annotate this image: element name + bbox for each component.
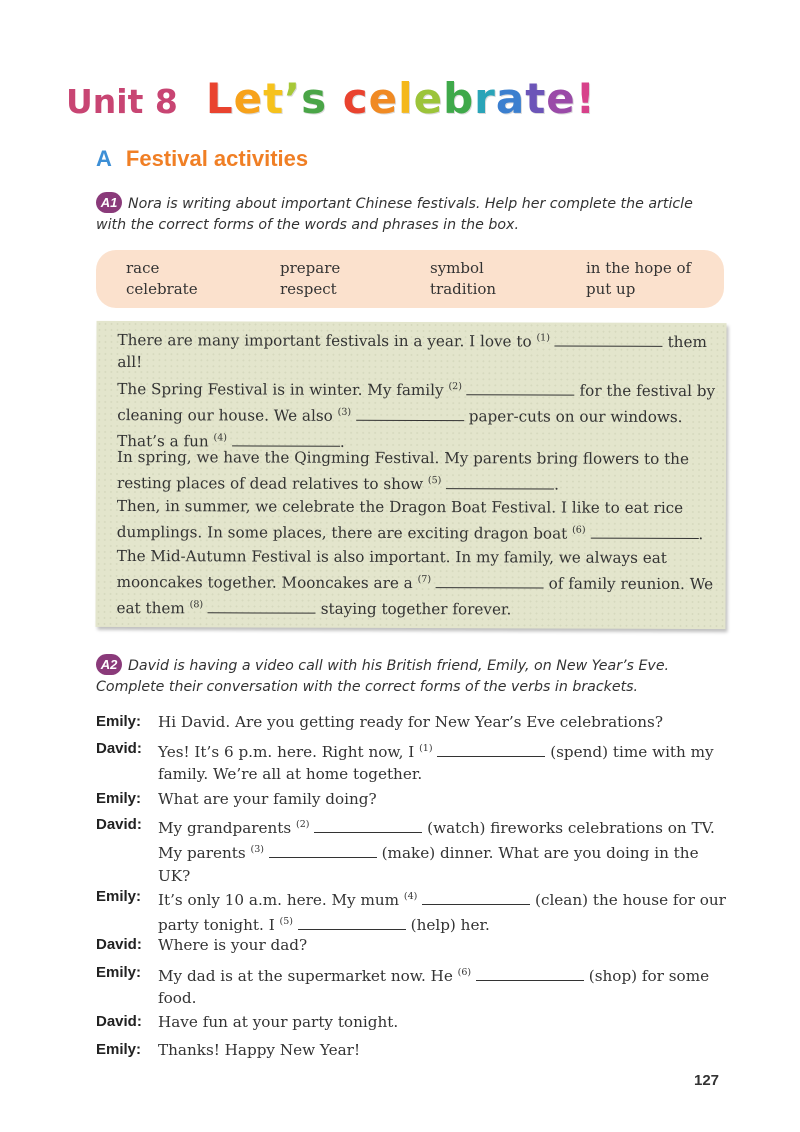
text-fragment: (help) her. <box>405 916 490 935</box>
answer-blank[interactable] <box>446 476 554 489</box>
utterance <box>158 1011 728 1033</box>
text-fragment: (shop) for some food. <box>158 967 710 1008</box>
speaker-label: David: <box>96 936 142 953</box>
text-fragment: There are many important festivals in a year. I love to <box>117 331 537 351</box>
text-fragment: . <box>698 524 704 543</box>
blank-number: (8) <box>189 598 204 610</box>
blank-number: (6) <box>572 524 586 536</box>
blank-number: (7) <box>417 573 432 585</box>
utterance <box>158 886 728 937</box>
blank-number: (6) <box>457 967 472 978</box>
answer-blank[interactable] <box>298 917 406 930</box>
utterance <box>158 1039 728 1061</box>
text-fragment: In spring, we have the Qingming Festival. My parents bring flowers to the resting places of dead relatives to show <box>116 447 689 493</box>
blank-number: (5) <box>427 474 442 486</box>
blank-number: (3) <box>337 406 352 418</box>
title-letter <box>327 74 343 123</box>
answer-blank[interactable] <box>269 845 377 858</box>
title-letter: ! <box>575 74 596 123</box>
title-letter: t <box>525 74 547 123</box>
word-item: race <box>126 259 160 277</box>
text-fragment: paper-cuts on our windows. That’s a fun <box>117 407 683 451</box>
title-letter: e <box>368 74 399 123</box>
speaker-label: Emily: <box>96 1041 142 1058</box>
word-item: put up <box>586 280 636 298</box>
article-paragraph <box>117 447 715 497</box>
speaker-label: David: <box>96 816 142 833</box>
speaker-label: David: <box>96 1013 142 1030</box>
text-fragment: Where is your dad? <box>158 936 308 954</box>
text-fragment: Have fun at your party tonight. <box>158 1013 399 1031</box>
page-number: 127 <box>694 1072 720 1089</box>
title-letter: t <box>263 74 285 123</box>
answer-blank[interactable] <box>436 575 544 588</box>
article-paragraph <box>116 546 714 622</box>
text-fragment: The Spring Festival is in winter. My family <box>117 380 449 400</box>
article-paragraph <box>117 375 715 455</box>
text-fragment: . <box>554 475 560 494</box>
article-card <box>95 321 726 629</box>
utterance <box>158 962 728 1009</box>
answer-blank[interactable] <box>208 600 316 613</box>
utterance <box>158 814 728 887</box>
a1-instruction-text: Nora is writing about important Chinese festivals. Help her complete the article with the correct forms of the words and phrases in the box. <box>96 196 693 233</box>
answer-blank[interactable] <box>314 820 422 833</box>
a2-instruction <box>96 654 726 698</box>
answer-blank[interactable] <box>232 433 340 446</box>
title-letter: b <box>443 74 475 123</box>
utterance <box>158 788 728 810</box>
blank-number: (1) <box>536 332 550 344</box>
text-fragment: Hi David. Are you getting ready for New Year’s Eve celebrations? <box>158 713 663 731</box>
blank-number: (4) <box>403 891 418 902</box>
word-item: tradition <box>430 280 497 298</box>
blank-number: (3) <box>250 844 264 856</box>
speaker-label: Emily: <box>96 888 142 905</box>
text-fragment: Then, in summer, we celebrate the Dragon Boat Festival. I like to eat rice dumplings. In some places, there are exciting dragon boat <box>116 496 684 543</box>
utterance <box>158 934 728 956</box>
a1-instruction <box>96 192 726 236</box>
text-fragment: Yes! It’s 6 p.m. here. Right now, I <box>158 743 420 762</box>
blank-number: (4) <box>213 432 228 444</box>
word-box <box>96 250 724 308</box>
a2-instruction-text: David is having a video call with his British friend, Emily, on New Year’s Eve. Complete their conversation with the correct forms of the verbs in brackets. <box>96 658 670 695</box>
a1-badge: A1 <box>96 192 122 213</box>
answer-blank[interactable] <box>467 382 575 395</box>
blank-number: (5) <box>279 916 293 928</box>
speaker-label: David: <box>96 740 142 757</box>
blank-number: (2) <box>448 381 462 393</box>
title-letter: a <box>495 74 526 123</box>
title-letter: s <box>301 74 328 123</box>
section-title: Festival activities <box>125 146 309 171</box>
answer-blank[interactable] <box>422 892 530 905</box>
unit-label: Unit 8 <box>66 82 178 121</box>
answer-blank[interactable] <box>437 744 545 757</box>
unit-heading <box>206 74 596 123</box>
text-fragment: (watch) fireworks celebrations on TV. My parents <box>158 819 715 863</box>
word-item: symbol <box>430 259 484 277</box>
text-fragment: My dad is at the supermarket now. He <box>158 967 458 986</box>
word-item: respect <box>280 280 337 298</box>
title-letter: L <box>205 74 234 123</box>
section-heading <box>96 146 308 172</box>
title-letter: e <box>546 74 576 123</box>
blank-number: (1) <box>419 743 433 754</box>
text-fragment: The Mid-Autumn Festival is also important. In my family, we always eat mooncakes together. Mooncakes are a <box>116 546 667 592</box>
text-fragment: staying together forever. <box>315 599 512 619</box>
answer-blank[interactable] <box>555 334 663 347</box>
text-fragment: . <box>339 432 345 451</box>
a2-badge: A2 <box>96 654 122 675</box>
word-item: prepare <box>280 259 341 277</box>
utterance <box>158 711 728 733</box>
answer-blank[interactable] <box>356 408 464 421</box>
text-fragment: It’s only 10 a.m. here. My mum <box>158 891 404 910</box>
text-fragment: of family reunion. We eat them <box>116 574 714 617</box>
utterance <box>158 738 728 785</box>
title-letter: c <box>342 74 369 123</box>
article-paragraph <box>117 496 715 546</box>
speaker-label: Emily: <box>96 964 142 981</box>
word-item: in the hope of <box>586 259 692 277</box>
speaker-label: Emily: <box>96 713 142 730</box>
text-fragment: (spend) time with my family. We’re all at home together. <box>158 743 714 784</box>
section-letter: A <box>96 146 112 171</box>
text-fragment: Thanks! Happy New Year! <box>158 1041 361 1059</box>
speaker-label: Emily: <box>96 790 142 807</box>
answer-blank[interactable] <box>590 525 698 538</box>
text-fragment: for the festival by cleaning our house. We also <box>117 381 716 425</box>
title-letter: r <box>474 74 496 123</box>
word-item: celebrate <box>126 280 198 298</box>
answer-blank[interactable] <box>476 968 584 981</box>
unit-title <box>66 74 596 134</box>
text-fragment: (clean) the house for our party tonight. I <box>158 891 726 935</box>
text-fragment: What are your family doing? <box>158 790 377 808</box>
title-letter: ’ <box>284 74 302 123</box>
text-fragment: them all! <box>117 332 707 371</box>
title-letter: e <box>413 74 444 123</box>
text-fragment: My grandparents <box>158 819 297 838</box>
title-letter: l <box>398 74 414 123</box>
text-fragment: (make) dinner. What are you doing in the UK? <box>158 844 699 885</box>
article-paragraph <box>117 326 715 376</box>
blank-number: (2) <box>296 819 310 830</box>
title-letter: e <box>233 74 264 123</box>
